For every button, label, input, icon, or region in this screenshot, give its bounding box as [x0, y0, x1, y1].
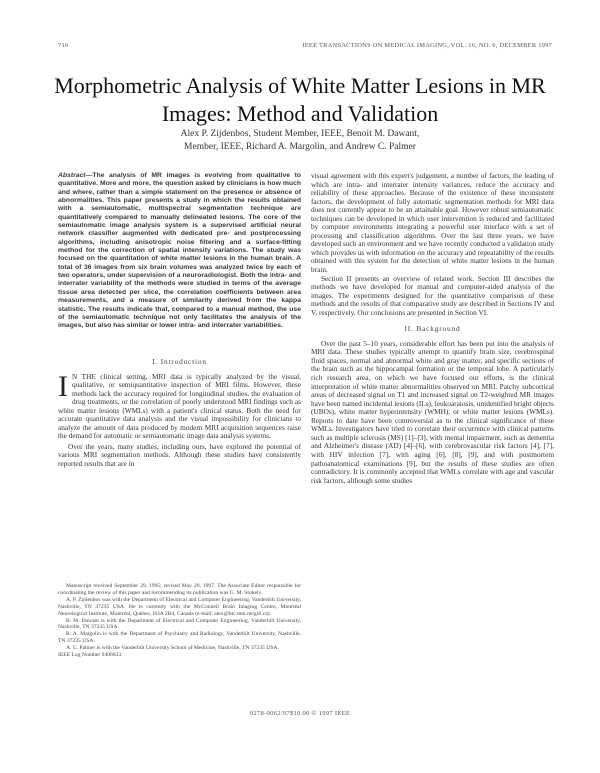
intro-paragraph-1 [58, 369, 301, 441]
author-line-2: Member, IEEE, Richard A. Margolin, and Andrew C. Palmer [184, 142, 416, 152]
page-number: 716 [58, 42, 69, 49]
abstract-label: Abstract— [58, 172, 93, 179]
footnote: R. A. Margolin is with the Department of Psychiatry and Radiology, Vanderbilt University, Nashville, TN 37235 USA. [58, 631, 301, 645]
right-paragraph-2: Section II presents an overview of related work. Section III describes the methods we have developed for manual and computer-aided analysis of the images. The experiments designed for the quantitative comparison of these methods and the results of that comparative study are described in Sections IV and V, respectively. Our conclusions are presented in Section VI. [311, 273, 554, 317]
footnote: A. C. Palmer is with the Vanderbilt University School of Medicine, Nashville, TN 37235 USA. [66, 645, 279, 652]
right-paragraph-3: Over the past 5–10 years, considerable effort has been put into the analysis of MRI data. These studies typically attempt to quantify brain size, cerebrospinal fluid spaces, normal and abnormal white and gray matter, and specific sections of the brain such as the hippocampal formation or the temporal lobe. A particularly rich research area, on which we have focused our efforts, is the clinical interpretation of white matter abnormalities observed on MRI. Patchy subcortical areas of decreased signal on T1 and increased signal on T2-weighted MR images have been named incidental lesions (ILs), leukoaraiosis, unidentified bright objects (UBOs), white matter hyperintensity (WMH), or white matter lesions (WMLs). Reports to date have been controversial as to the clinical significance of these WMLs. Investigators have tried to correlate their occurrence with clinical patterns such as multiple sclerosis (MS) [1]–[3], with mental impairment, such as dementia and Alzheimer's disease (AD) [4]–[6], with cerebrovascular risk factors [4], [7], with HIV infection [7], with aging [6], [8], [9], and with postmortem pathoanatomical examinations [9], but the results of these studies are often contradictory. It is commonly accepted that WMLs correlate with age and vascular risk factors, although some studies [311, 338, 554, 485]
footnote: IEEE Log Number 9406833. [58, 652, 123, 659]
running-header [58, 42, 552, 54]
intro-paragraph-1-text: N THE clinical setting, MRI data is typically analyzed by the visual, qualitative, or semiquantitative inspection of MRI films. However, these methods lack the accuracy required for longitudinal studies, the evaluation of drug treatments, or the correlation of poorly understood MRI findings such as white matter lesions (WMLs) with a patient's clinical status. Both the need for accurate quantitative data analysis and the visual impossibility for clinicians to analyze the amount of data produced by modern MRI acquisition sequences raise the demand for automatic or semiautomatic image data analysis systems. [58, 371, 301, 441]
footnotes [58, 583, 301, 659]
copyright-footer: 0278-0062/97$10.00 © 1997 IEEE [249, 710, 351, 717]
introduction-section [58, 350, 301, 471]
author-line-1: Alex P. Zijdenbos, Student Member, IEEE, Benoit M. Dawant, [180, 129, 420, 139]
author-list [60, 128, 540, 154]
drop-cap: I [58, 369, 68, 403]
abstract-text: The analysis of MR images is evolving from qualitative to quantitative. More and more, the question asked by clinicians is how much and where, rather than a simple statement on the presence or absence of abnormalities. This paper presents a study in which the results obtained with a semiautomatic, multispectral segmentation technique are quantitatively compared to manually delineated lesions. The core of the semiautomatic image analysis system is a supervised artificial neural network classifier augmented with dedicated pre- and postprocessing algorithms, including anisotropic noise filtering and a surface-fitting method for the correction of spatial intensity variations. The study was focused on the quantitation of white matter lesions in the human brain. A total of 36 images from six brain volumes was analyzed twice by each of two operators, under supervision of a neuroradiologist. Both the intra- and interrater variability of the methods were studied in terms of the average tissue area detected per slice, the correlation coefficients between area measurements, and a measure of similarity derived from the kappa statistic. The results indicate that, compared to a manual method, the use of the semiautomatic technique not only facilitates the analysis of the images, but also has similar or lower intra- and interrater variabilities. [58, 172, 301, 330]
journal-name: IEEE TRANSACTIONS ON MEDICAL IMAGING, VOL. 16, NO. 6, DECEMBER 1997 [302, 42, 552, 49]
footnote: B. M. Dawant is with the Department of Electrical and Computer Engineering, Vanderbilt University, Nashville, TN 37235 USA. [58, 617, 301, 631]
right-paragraph-1: visual agreement with this expert's judgement, a number of factors, the leading of which are intra- and interrater intensity variances, reduce the accuracy and reliability of these approaches. Because of the existence of these inconsistent factors, the development of fully automatic segmentation methods for MRI data does not currently appear to be an attainable goal. However robust semiautomatic techniques can be developed in which user intervention is reduced and facilitated by computer environments integrating a powerful user interface with a set of processing and classification algorithms. Over the last three years, we have developed such an environment and we have recently conducted a validation study which provides us with information on the accuracy and repeatability of the results obtained with this system for the detection of white matter lesions in the human brain. [311, 171, 554, 275]
intro-paragraph-2: Over the years, many studies, including ours, have explored the potential of various MRI segmentation methods. Although these studies have consistently reported results that are in [58, 441, 301, 469]
section-heading-background: II. Background [404, 324, 461, 334]
footnote: A. P. Zijdenbos was with the Department of Electrical and Computer Engineering, Vanderbilt University, Nashville, TN 37235 USA. He is currently with the McConnell Brain Imaging Centre, Montréal Neurological Institute, Montréal, Québec, H3A 2B4, Canada (e-mail: alex@bic.mni.mcgill.ca). [58, 596, 301, 617]
section-heading-introduction: I. Introduction [152, 357, 207, 366]
right-column [311, 172, 554, 485]
footnote: Manuscript received September 29, 1995; revised May 20, 1997. The Associate Editor responsible for coordinating the review of this paper and recommending its publication was G. M. Stokely. [58, 583, 301, 596]
abstract [58, 172, 301, 331]
paper-title: Morphometric Analysis of White Matter Lesions in MR Images: Method and Validation [54, 73, 546, 126]
